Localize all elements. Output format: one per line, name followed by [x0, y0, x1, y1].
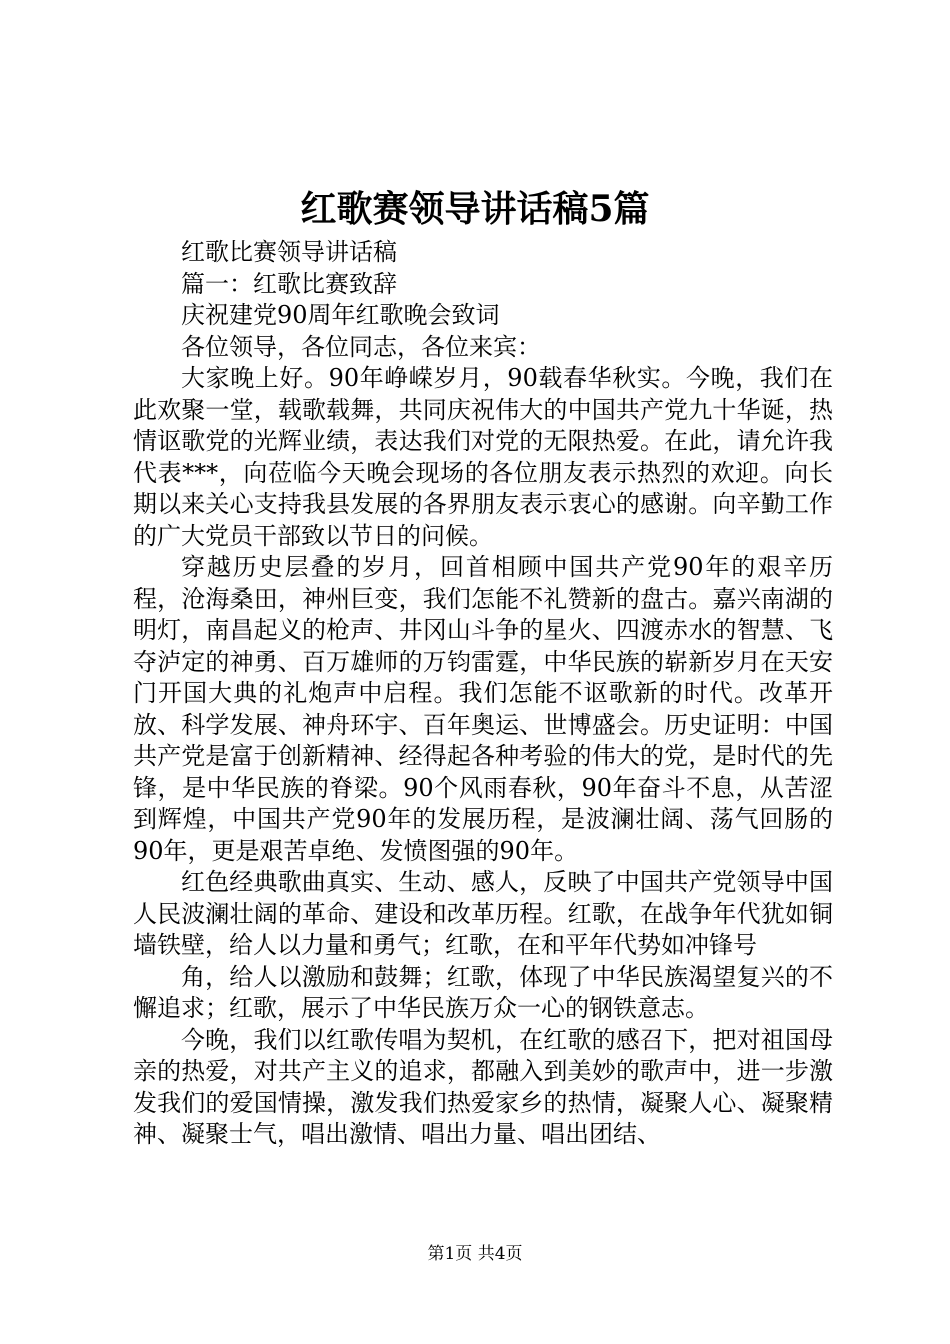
paragraph: 篇一：红歌比赛致辞	[181, 269, 397, 298]
paragraph: 红色经典歌曲真实、生动、感人，反映了中国共产党领导中国人民波澜壮阔的革命、建设和改革历程。红歌，在战争年代犹如铜墙铁壁，给人以力量和勇气；红歌，在和平年代势如冲锋号	[133, 868, 833, 959]
paragraph: 红歌比赛领导讲话稿	[181, 238, 397, 266]
document-title: 红歌赛领导讲话稿5篇	[300, 188, 650, 230]
paragraph: 各位领导，各位同志，各位来宾：	[181, 332, 541, 361]
document-body	[133, 237, 833, 1151]
paragraph: 大家晚上好。90年峥嵘岁月，90载春华秋实。今晚，我们在此欢聚一堂，载歌载舞，共同庆祝伟大的中国共产党九十华诞，热情讴歌党的光辉业绩，表达我们对党的无限热爱。在此，请允许我代表***，向莅临今天晚会现场的各位朋友表示热烈的欢迎。向长期以来关心支持我县发展的各界朋友表示衷心的感谢。向辛勤工作的广大党员干部致以节日的问候。	[133, 364, 833, 550]
page-footer: 第1页 共4页	[427, 1244, 523, 1264]
paragraph: 今晚，我们以红歌传唱为契机，在红歌的感召下，把对祖国母亲的热爱，对共产主义的追求，都融入到美妙的歌声中，进一步激发我们的爱国情操，激发我们热爱家乡的热情，凝聚人心、凝聚精神、凝聚士气，唱出激情、唱出力量、唱出团结、	[133, 1025, 833, 1148]
paragraph: 庆祝建党90周年红歌晚会致词	[181, 301, 500, 329]
paragraph: 穿越历史层叠的岁月，回首相顾中国共产党90年的艰辛历程，沧海桑田，神州巨变，我们怎能不礼赞新的盘古。嘉兴南湖的明灯，南昌起义的枪声、井冈山斗争的星火、四渡赤水的智慧、飞夺泸定的神勇、百万雄师的万钧雷霆，中华民族的崭新岁月在天安门开国大典的礼炮声中启程。我们怎能不讴歌新的时代。改革开放、科学发展、神舟环宇、百年奥运、世博盛会。历史证明：中国共产党是富于创新精神、经得起各种考验的伟大的党，是时代的先锋，是中华民族的脊梁。90个风雨春秋，90年奋斗不息，从苦涩到辉煌，中国共产党90年的发展历程，是波澜壮阔、荡气回肠的90年，更是艰苦卓绝、发愤图强的90年。	[133, 553, 833, 865]
paragraph: 角，给人以激励和鼓舞；红歌，体现了中华民族渴望复兴的不懈追求；红歌，展示了中华民族万众一心的钢铁意志。	[133, 962, 833, 1022]
